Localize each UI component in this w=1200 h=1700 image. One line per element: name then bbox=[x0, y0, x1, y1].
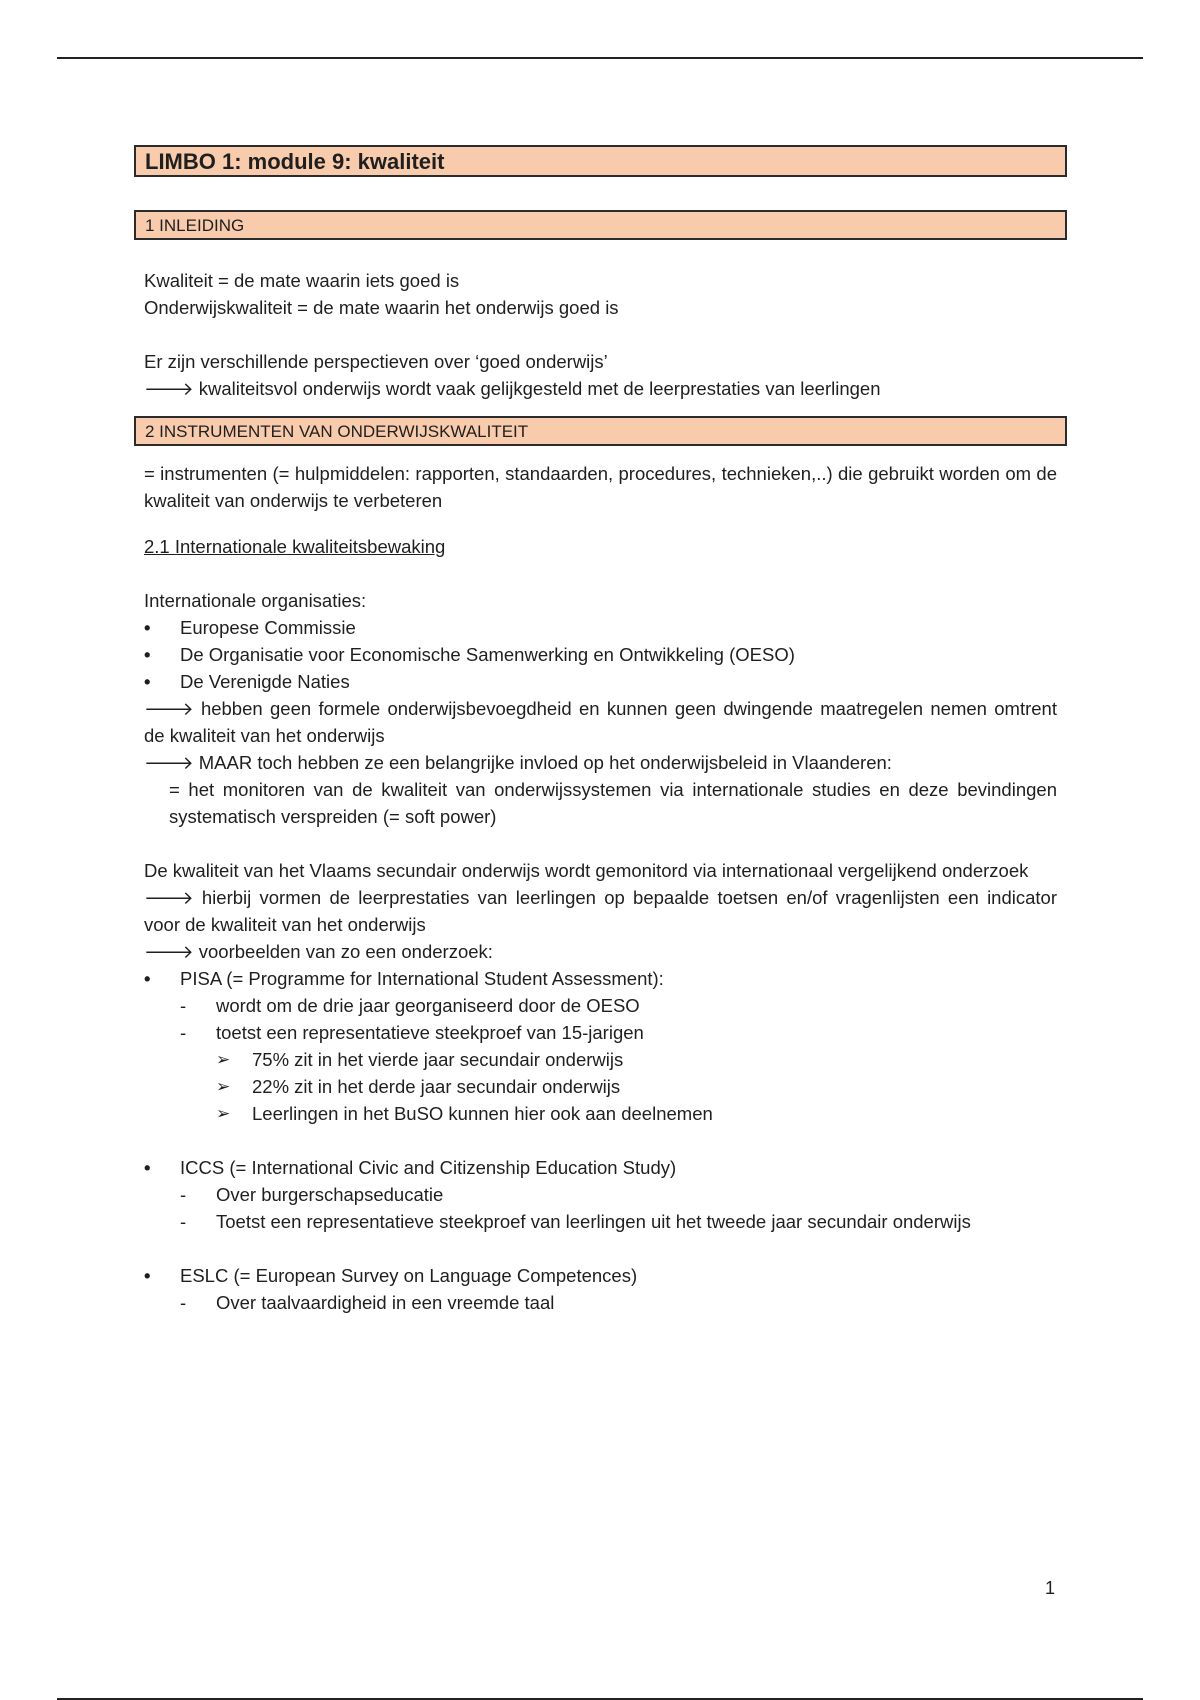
section-heading-instrumenten: 2 INSTRUMENTEN VAN ONDERWIJSKWALITEIT bbox=[134, 416, 1067, 446]
study-eslc: • ESLC (= European Survey on Language Competences) bbox=[134, 1262, 1067, 1289]
document-body bbox=[134, 145, 1067, 1316]
document-title: LIMBO 1: module 9: kwaliteit bbox=[134, 145, 1067, 177]
list-item: • Europese Commissie bbox=[134, 614, 1067, 641]
perspectives-arrow-text: 🡒 kwaliteitsvol onderwijs wordt vaak gelijkgesteld met de leerprestaties van leerlingen bbox=[144, 378, 881, 399]
list-item: ➢ 75% zit in het vierde jaar secundair onderwijs bbox=[134, 1046, 1067, 1073]
dash-icon: - bbox=[180, 1184, 187, 1205]
list-item: - Toetst een representatieve steekproef van leerlingen uit het tweede jaar secundair onderwijs bbox=[134, 1208, 1067, 1235]
list-item: - toetst een representatieve steekproef van 15-jarigen bbox=[134, 1019, 1067, 1046]
arrow-influence: 🡒 MAAR toch hebben ze een belangrijke invloed op het onderwijsbeleid in Vlaanderen: bbox=[144, 752, 892, 773]
instrumenten-intro: = instrumenten (= hulpmiddelen: rapporten, standaarden, procedures, technieken,..) die gebruikt worden om de kwaliteit van onderwijs te verbeteren bbox=[144, 463, 1057, 511]
list-item: - Over burgerschapseducatie bbox=[134, 1181, 1067, 1208]
dash-icon: - bbox=[180, 1292, 187, 1313]
dash-icon: - bbox=[180, 995, 187, 1016]
arrow-examples: 🡒 voorbeelden van zo een onderzoek: bbox=[144, 941, 493, 962]
list-item: ➢ Leerlingen in het BuSO kunnen hier ook aan deelnemen bbox=[134, 1100, 1067, 1127]
page-number: 1 bbox=[1045, 1578, 1056, 1598]
dash-icon: - bbox=[180, 1211, 187, 1232]
soft-power-text: = het monitoren van de kwaliteit van onderwijssystemen via internationale studies en deze bevindingen systematisch verspreiden (= soft power) bbox=[169, 779, 1057, 827]
list-item: • De Verenigde Naties bbox=[134, 668, 1067, 695]
definition-kwaliteit: Kwaliteit = de mate waarin iets goed is bbox=[144, 270, 460, 291]
bullet-icon: • bbox=[144, 1265, 151, 1286]
section-heading-inleiding: 1 INLEIDING bbox=[134, 210, 1067, 240]
organisations-label: Internationale organisaties: bbox=[144, 590, 367, 611]
definition-onderwijskwaliteit: Onderwijskwaliteit = de mate waarin het onderwijs goed is bbox=[144, 297, 619, 318]
perspectives-text: Er zijn verschillende perspectieven over ‘goed onderwijs’ bbox=[144, 351, 608, 372]
bullet-icon: • bbox=[144, 617, 151, 638]
study-pisa: • PISA (= Programme for International Student Assessment): bbox=[134, 965, 1067, 992]
bullet-icon: • bbox=[144, 1157, 151, 1178]
bullet-icon: • bbox=[144, 644, 151, 665]
list-item: • De Organisatie voor Economische Samenwerking en Ontwikkeling (OESO) bbox=[134, 641, 1067, 668]
sub-heading-internationale-kwaliteitsbewaking: 2.1 Internationale kwaliteitsbewaking bbox=[144, 536, 446, 557]
list-item: - Over taalvaardigheid in een vreemde taal bbox=[134, 1289, 1067, 1316]
bullet-icon: • bbox=[144, 671, 151, 692]
header-rule bbox=[57, 57, 1143, 59]
list-item: ➢ 22% zit in het derde jaar secundair onderwijs bbox=[134, 1073, 1067, 1100]
monitoring-text: De kwaliteit van het Vlaams secundair onderwijs wordt gemonitord via internationaal vergelijkend onderzoek bbox=[144, 860, 1029, 881]
list-item: - wordt om de drie jaar georganiseerd door de OESO bbox=[134, 992, 1067, 1019]
arrow-bullet-icon: ➢ bbox=[216, 1050, 231, 1069]
study-iccs: • ICCS (= International Civic and Citizenship Education Study) bbox=[134, 1154, 1067, 1181]
bullet-icon: • bbox=[144, 968, 151, 989]
arrow-bullet-icon: ➢ bbox=[216, 1104, 231, 1123]
arrow-indicator: 🡒 hierbij vormen de leerprestaties van leerlingen op bepaalde toetsen en/of vragenlijsten een indicator voor de kwaliteit van het onderwijs bbox=[144, 887, 1057, 935]
dash-icon: - bbox=[180, 1022, 187, 1043]
arrow-bullet-icon: ➢ bbox=[216, 1077, 231, 1096]
arrow-no-authority: 🡒 hebben geen formele onderwijsbevoegdheid en kunnen geen dwingende maatregelen nemen omtrent de kwaliteit van het onderwijs bbox=[144, 698, 1057, 746]
